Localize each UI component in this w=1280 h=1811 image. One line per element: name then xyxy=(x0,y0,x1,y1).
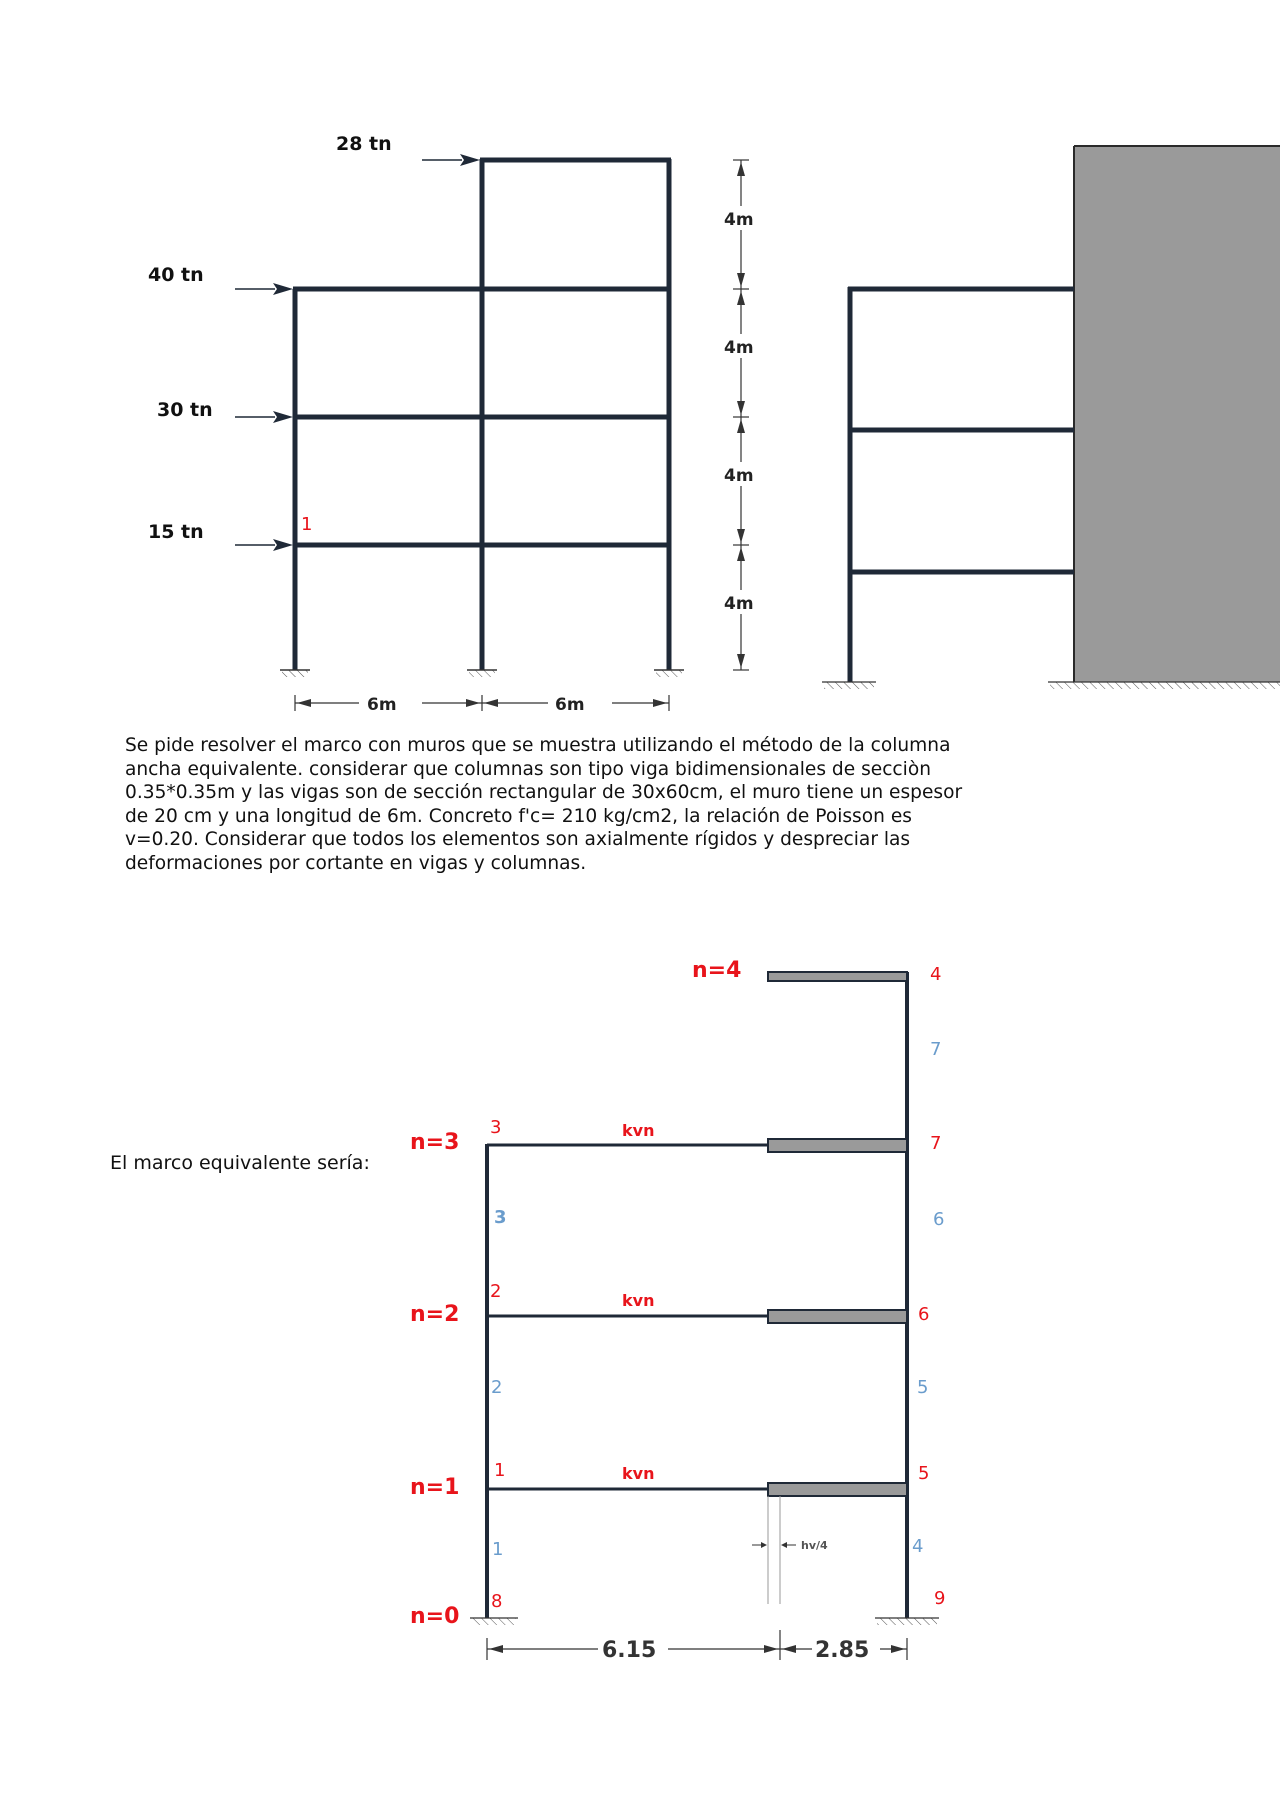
problem-line: Se pide resolver el marco con muros que se muestra utilizando el método de la columna xyxy=(125,735,951,756)
equivalent-columns xyxy=(487,972,907,1618)
right-node-5: 5 xyxy=(918,1463,930,1484)
beam-label: kvn xyxy=(622,1464,655,1483)
span-label-2: 6m xyxy=(555,695,585,715)
dim-label-285: 2.85 xyxy=(815,1638,870,1663)
load-label-40: 40 tn xyxy=(148,264,204,286)
left-node-3: 3 xyxy=(490,1117,502,1138)
fixed-supports xyxy=(280,670,684,677)
height-label-3: 4m xyxy=(724,466,754,486)
bottom-dimension-labels xyxy=(602,1638,869,1663)
rigid-arms xyxy=(768,972,907,1496)
load-label-15: 15 tn xyxy=(148,521,204,543)
shear-wall xyxy=(1074,146,1280,682)
level-label-1: n=1 xyxy=(410,1475,460,1500)
dim-label-615: 6.15 xyxy=(602,1638,657,1663)
equivalent-supports xyxy=(470,1618,939,1625)
right-node-7: 7 xyxy=(930,1133,942,1154)
left-node-2: 2 xyxy=(490,1281,502,1302)
left-member-2: 2 xyxy=(491,1377,503,1398)
node-labels xyxy=(490,964,945,1612)
span-label-1: 6m xyxy=(367,695,397,715)
problem-statement xyxy=(125,734,1005,875)
hv-dimension xyxy=(752,1542,796,1548)
problem-line: 0.35*0.35m y las vigas son de sección rectangular de 30x60cm, el muro tiene un espesor xyxy=(125,782,963,803)
right-node-4: 4 xyxy=(930,964,942,985)
beam-labels xyxy=(622,1121,654,1483)
bottom-dimension xyxy=(487,1630,907,1660)
right-node-6: 6 xyxy=(918,1304,930,1325)
load-arrows xyxy=(235,154,480,551)
figure-frame-with-wall xyxy=(0,0,1280,730)
right-member-4: 4 xyxy=(912,1536,924,1557)
span-dimension xyxy=(295,695,669,711)
level-label-0: n=0 xyxy=(410,1604,460,1629)
level-labels xyxy=(410,958,741,1629)
right-member-5: 5 xyxy=(917,1377,929,1398)
height-label-2: 4m xyxy=(724,338,754,358)
problem-line: deformaciones por cortante en vigas y columnas. xyxy=(125,852,587,874)
beam-label: kvn xyxy=(622,1121,655,1140)
load-label-30: 30 tn xyxy=(157,399,213,421)
left-member-1: 1 xyxy=(492,1539,504,1560)
level-label-2: n=2 xyxy=(410,1302,460,1327)
right-member-7: 7 xyxy=(930,1039,942,1060)
load-label-28: 28 tn xyxy=(336,133,392,155)
problem-line: ancha equivalente. considerar que columnas son tipo viga bidimensionales de secciòn xyxy=(125,758,931,780)
left-node-8: 8 xyxy=(491,1591,503,1612)
right-member-6: 6 xyxy=(933,1209,945,1230)
span-labels xyxy=(367,695,585,715)
left-node-1: 1 xyxy=(494,1460,506,1481)
problem-line: v=0.20. Considerar que todos los elementos son axialmente rígidos y despreciar las xyxy=(125,829,911,850)
left-member-3: 3 xyxy=(494,1207,507,1228)
height-label-4: 4m xyxy=(724,594,754,614)
beam-label: kvn xyxy=(622,1291,655,1310)
level-label-3: n=3 xyxy=(410,1130,460,1155)
node-label-1: 1 xyxy=(301,514,313,535)
right-node-9: 9 xyxy=(934,1588,946,1609)
load-labels xyxy=(148,133,392,543)
hv-label: hv/4 xyxy=(801,1539,828,1552)
height-label-1: 4m xyxy=(724,210,754,230)
wall-ground xyxy=(822,682,1280,689)
level-label-4: n=4 xyxy=(692,958,742,983)
equivalent-frame-intro: El marco equivalente sería: xyxy=(110,1152,370,1174)
member-labels xyxy=(491,1039,944,1560)
wall-frame xyxy=(848,287,1074,682)
problem-line: de 20 cm y una longitud de 6m. Concreto f'c= 210 kg/cm2, la relación de Poisson es xyxy=(125,805,912,827)
equivalent-beams xyxy=(487,1145,768,1489)
